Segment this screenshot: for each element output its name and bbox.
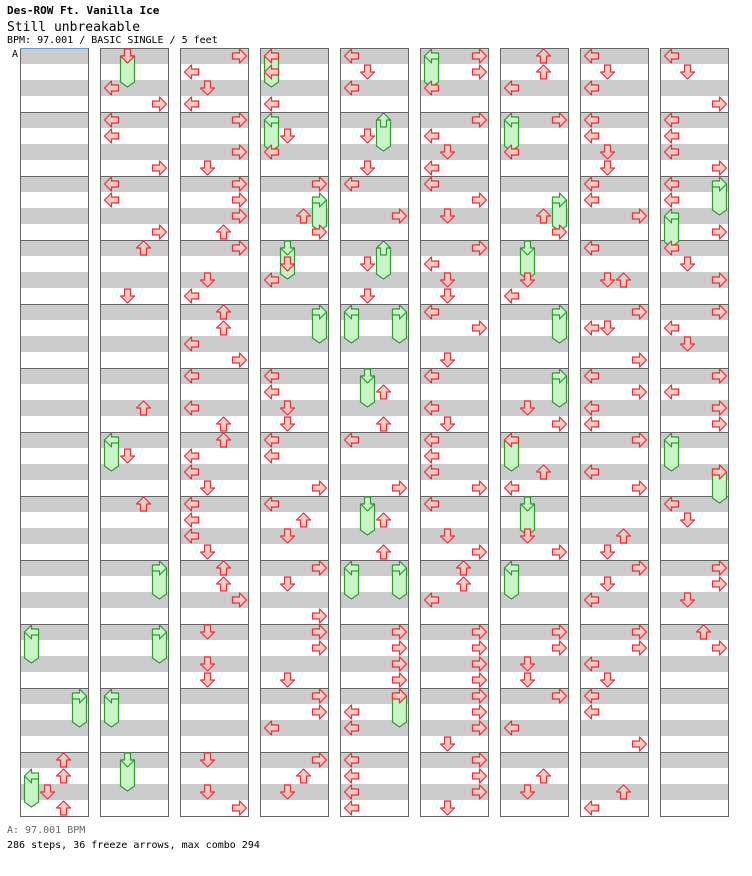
beat-stripe [20,528,88,544]
beat-stripe [260,656,328,672]
beat-stripe [20,400,88,416]
beat-stripe [20,304,88,320]
step-arrow [377,513,391,527]
step-arrow [265,449,279,463]
step-arrow [345,769,359,783]
step-arrow [185,449,199,463]
beat-stripe [100,336,168,352]
step-arrow [473,705,487,719]
step-arrow [393,641,407,655]
step-arrow [57,801,71,815]
beat-stripe [660,784,728,800]
beat-stripe [20,272,88,288]
beat-stripe [100,208,168,224]
beat-stripe [500,176,568,192]
step-arrow [281,673,295,687]
beat-stripe [100,368,168,384]
beat-stripe [20,432,88,448]
song-title: Still unbreakable [7,20,141,35]
beat-stripe [100,240,168,256]
step-arrow [473,769,487,783]
step-arrow [281,129,295,143]
step-arrow [681,513,695,527]
beat-stripe [580,496,648,512]
beat-stripe [180,304,248,320]
beat-stripe [180,688,248,704]
step-arrow [601,161,615,175]
step-arrow [537,769,551,783]
step-arrow [505,289,519,303]
beat-stripe [20,144,88,160]
step-arrow [217,321,231,335]
song-artist: Des-ROW Ft. Vanilla Ice [7,4,160,17]
beat-stripe [420,560,488,576]
step-arrow [521,673,535,687]
step-arrow [425,449,439,463]
step-arrow [153,97,167,111]
beat-stripe [20,464,88,480]
beat-stripe [20,208,88,224]
step-arrow [185,65,199,79]
step-arrow [713,641,727,655]
step-arrow [601,577,615,591]
step-arrow [441,353,455,367]
beat-stripe [580,720,648,736]
beat-stripe [340,112,408,128]
step-arrow [505,481,519,495]
step-arrow [185,97,199,111]
step-arrow [473,65,487,79]
step-arrow [473,673,487,687]
beat-stripe [420,336,488,352]
step-arrow [585,417,599,431]
step-arrow [425,257,439,271]
chart-meta: BPM: 97.001 / BASIC SINGLE / 5 feet [7,35,218,46]
step-arrow [665,385,679,399]
step-arrow [601,673,615,687]
step-arrow [681,65,695,79]
step-arrow [217,225,231,239]
step-arrow [297,513,311,527]
step-arrow [633,641,647,655]
step-arrow [377,417,391,431]
step-arrow [201,673,215,687]
step-arrow [665,321,679,335]
step-arrow [377,385,391,399]
step-arrow [681,257,695,271]
beat-stripe [100,304,168,320]
step-arrow [473,193,487,207]
step-arrow [601,545,615,559]
step-arrow [441,289,455,303]
beat-stripe [20,496,88,512]
step-arrow [153,161,167,175]
beat-stripe [260,592,328,608]
step-arrow [665,193,679,207]
step-arrow [313,641,327,655]
beat-stripe [660,624,728,640]
step-arrow [121,449,135,463]
beat-stripe [660,720,728,736]
step-arrow [313,609,327,623]
beat-stripe [100,272,168,288]
beat-stripe [20,560,88,576]
step-arrow [121,289,135,303]
beat-stripe [660,528,728,544]
step-arrow [601,65,615,79]
beat-stripe [660,656,728,672]
beat-stripe [20,240,88,256]
beat-stripe [500,752,568,768]
step-arrow [233,353,247,367]
step-arrow [201,481,215,495]
step-arrow [393,481,407,495]
beat-stripe [660,80,728,96]
step-arrow [185,513,199,527]
beat-stripe [20,112,88,128]
beat-stripe [20,368,88,384]
step-arrow [233,801,247,815]
beat-stripe [100,496,168,512]
chart-stats: 286 steps, 36 freeze arrows, max combo 294 [7,840,260,851]
step-arrow [713,225,727,239]
step-arrow [665,129,679,143]
beat-stripe [660,688,728,704]
beat-stripe [260,464,328,480]
step-arrow [585,193,599,207]
beat-stripe [340,272,408,288]
step-arrow [457,577,471,591]
step-arrow [441,417,455,431]
beat-stripe [100,144,168,160]
step-arrow [633,385,647,399]
step-arrow [601,321,615,335]
step-arrow [265,385,279,399]
step-arrow [713,417,727,431]
bpm-marker-label: A [12,49,19,60]
beat-stripe [20,752,88,768]
step-arrow [633,737,647,751]
step-arrow [473,321,487,335]
beat-stripe [100,528,168,544]
step-arrow [553,417,567,431]
step-arrow [633,481,647,495]
step-arrow [345,705,359,719]
step-arrow [585,129,599,143]
step-arrow [441,801,455,815]
beat-stripe [180,432,248,448]
step-arrow [473,481,487,495]
beat-stripe [580,528,648,544]
step-arrow [153,225,167,239]
step-arrow [377,545,391,559]
step-arrow [217,417,231,431]
step-arrow [217,577,231,591]
step-arrow [361,161,375,175]
step-arrow [281,417,295,431]
step-arrow [713,577,727,591]
step-arrow [345,801,359,815]
step-arrow [585,705,599,719]
step-arrow [473,545,487,559]
step-arrow [281,577,295,591]
beat-stripe [180,720,248,736]
step-arrow [425,129,439,143]
step-arrow [361,289,375,303]
step-arrow [553,545,567,559]
step-arrow [201,545,215,559]
beat-stripe [20,176,88,192]
step-arrow [313,705,327,719]
step-arrow [201,161,215,175]
beat-stripe [100,400,168,416]
beat-stripe [20,80,88,96]
beat-stripe [340,144,408,160]
step-arrow [361,257,375,271]
step-arrow [105,193,119,207]
beat-stripe [180,560,248,576]
step-arrow [425,161,439,175]
step-arrow [265,97,279,111]
step-arrow [361,65,375,79]
step-arrow [633,353,647,367]
beat-stripe [660,752,728,768]
beat-stripe [20,48,88,64]
step-arrow [233,193,247,207]
beat-stripe [340,240,408,256]
step-arrow [313,481,327,495]
beat-stripe [20,592,88,608]
step-arrow [185,289,199,303]
step-arrow [441,737,455,751]
beat-stripe [580,752,648,768]
step-arrow [105,129,119,143]
beat-stripe [580,784,648,800]
step-arrow [585,801,599,815]
step-arrow [537,65,551,79]
step-arrow [585,321,599,335]
step-arrow [297,769,311,783]
step-arrow [553,641,567,655]
step-arrow [713,161,727,175]
bpm-legend: A: 97.001 BPM [7,825,86,836]
beat-stripe [340,464,408,480]
step-arrow [361,129,375,143]
step-arrow [393,673,407,687]
step-arrow [713,97,727,111]
step-arrow [473,641,487,655]
beat-stripe [500,48,568,64]
beat-stripe [580,336,648,352]
step-arrow [57,769,71,783]
beat-stripe [20,336,88,352]
